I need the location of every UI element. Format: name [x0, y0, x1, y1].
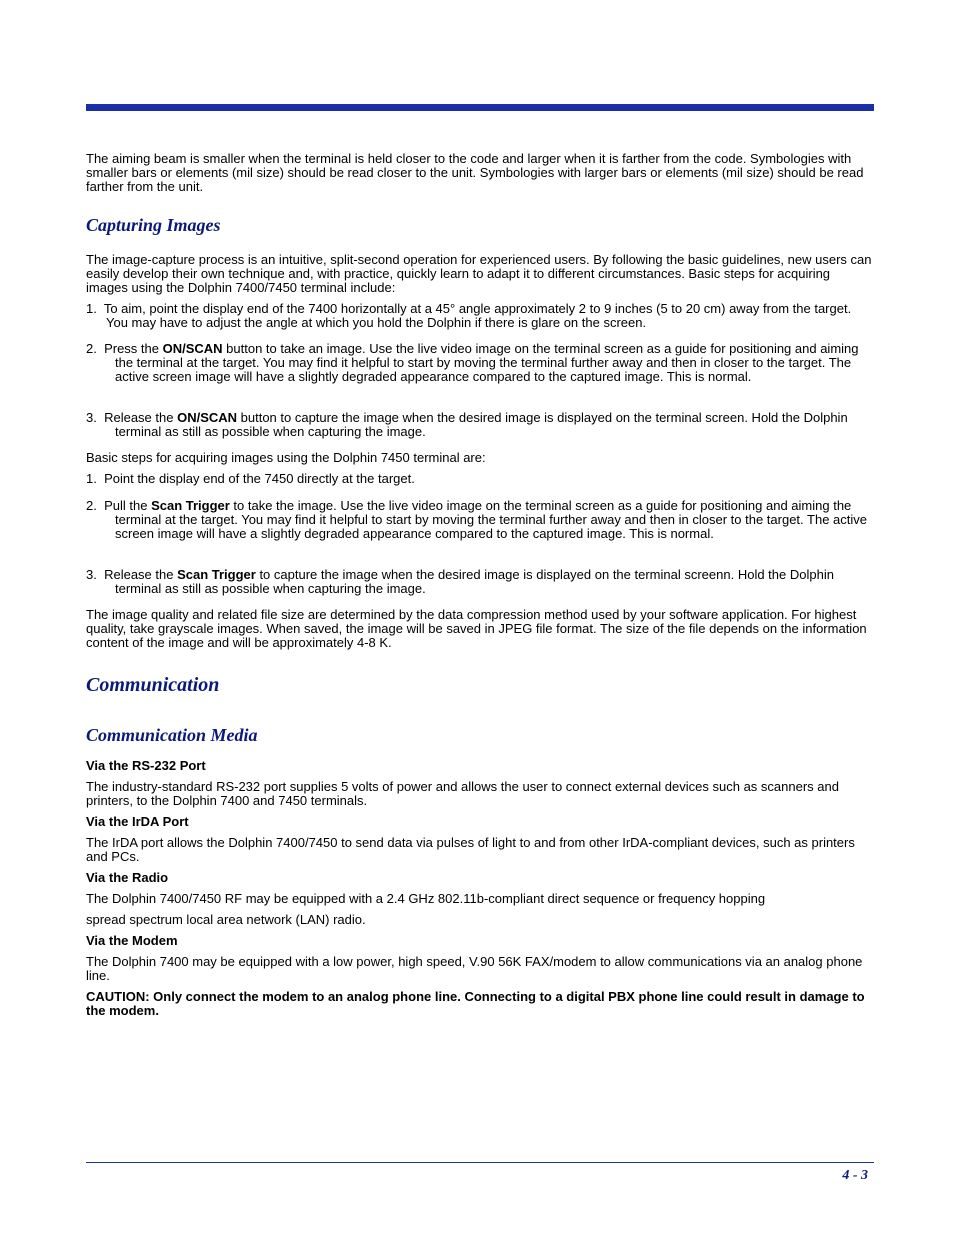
- heading-radio: Via the Radio: [86, 870, 169, 885]
- heading-rs232: Via the RS-232 Port: [86, 758, 206, 773]
- irda-paragraph: The IrDA port allows the Dolphin 7400/7450 to send data via pulses of light to and from other IrDA-compliant devices, such as printers and PCs.: [86, 835, 855, 864]
- radio-paragraph-line2: spread spectrum local area network (LAN) radio.: [86, 912, 366, 927]
- heading-capturing-images: Capturing Images: [86, 215, 221, 235]
- list-item: 3. Release the ON/SCAN button to capture the image when the desired image is displayed on the terminal screen. Hold the Dolphin terminal as still as possible when capturing the image.: [86, 410, 848, 439]
- list-item: 2. Pull the Scan Trigger to take the image. Use the live video image on the terminal screen as a guide for positioning and aiming the terminal at the target. You may find it helpful to start by moving the terminal further away and then in closer to the target. The active screen image will have a slightly degraded appearance compared to the captured image. This is normal.: [86, 498, 868, 541]
- caution-note: CAUTION: Only connect the modem to an analog phone line. Connecting to a digital PBX phone line could result in damage to the modem.: [86, 989, 865, 1018]
- heading-modem: Via the Modem: [86, 933, 178, 948]
- intro-paragraph: The aiming beam is smaller when the terminal is held closer to the code and larger when it is farther from the code. Symbologies with smaller bars or elements (mil size) should be read closer to the unit. Symbologies with larger bars or elements (mil size) should be read farther from the unit.: [86, 151, 864, 194]
- radio-paragraph-line1: The Dolphin 7400/7450 RF may be equipped with a 2.4 GHz 802.11b-compliant direct sequence or frequency hopping: [86, 891, 766, 906]
- heading-irda: Via the IrDA Port: [86, 814, 189, 829]
- header-rule: [86, 104, 874, 111]
- modem-paragraph: The Dolphin 7400 may be equipped with a low power, high speed, V.90 56K FAX/modem to allow communications via an analog phone line.: [86, 954, 863, 983]
- heading-communication: Communication: [86, 674, 220, 696]
- list-item: 2. Press the ON/SCAN button to take an image. Use the live video image on the terminal screen as a guide for positioning and aiming the terminal at the target. You may find it helpful to start by moving the terminal further away and then in closer to the target. The active screen image will have a slightly degraded appearance compared to the captured image. This is normal.: [86, 341, 859, 384]
- rs232-paragraph: The industry-standard RS-232 port supplies 5 volts of power and allows the user to connect external devices such as scanners and printers, to the Dolphin 7400 and 7450 terminals.: [86, 779, 839, 808]
- list-item: 1. To aim, point the display end of the 7400 horizontally at a 45° angle approximately 2 to 9 inches (5 to 20 cm) away from the target. You may have to adjust the angle at which you hold the Dolphin if there is glare on the screen.: [86, 301, 852, 330]
- footer-rule: [86, 1162, 874, 1163]
- image-quality-paragraph: The image quality and related file size are determined by the data compression method used by your software application. For highest quality, take grayscale images. When saved, the image will be saved in JPEG file format. The size of the file depends on the information content of the image and will be approximately 4-8 K.: [86, 607, 867, 650]
- 7450-intro-paragraph: Basic steps for acquiring images using the Dolphin 7450 terminal are:: [86, 450, 486, 465]
- page-number: 4 - 3: [842, 1168, 868, 1183]
- heading-communication-media: Communication Media: [86, 725, 258, 745]
- list-item: 3. Release the Scan Trigger to capture the image when the desired image is displayed on the terminal screenn. Hold the Dolphin terminal as still as possible when capturing the image.: [86, 567, 834, 596]
- list-item: 1. Point the display end of the 7450 directly at the target.: [86, 471, 415, 486]
- capture-intro-paragraph: The image-capture process is an intuitive, split-second operation for experienced users. By following the basic guidelines, new users can easily develop their own technique and, with practice, quickly learn to adapt it to different circumstances. Basic steps for acquiring images using the Dolphin 7400/7450 terminal include:: [86, 252, 872, 295]
